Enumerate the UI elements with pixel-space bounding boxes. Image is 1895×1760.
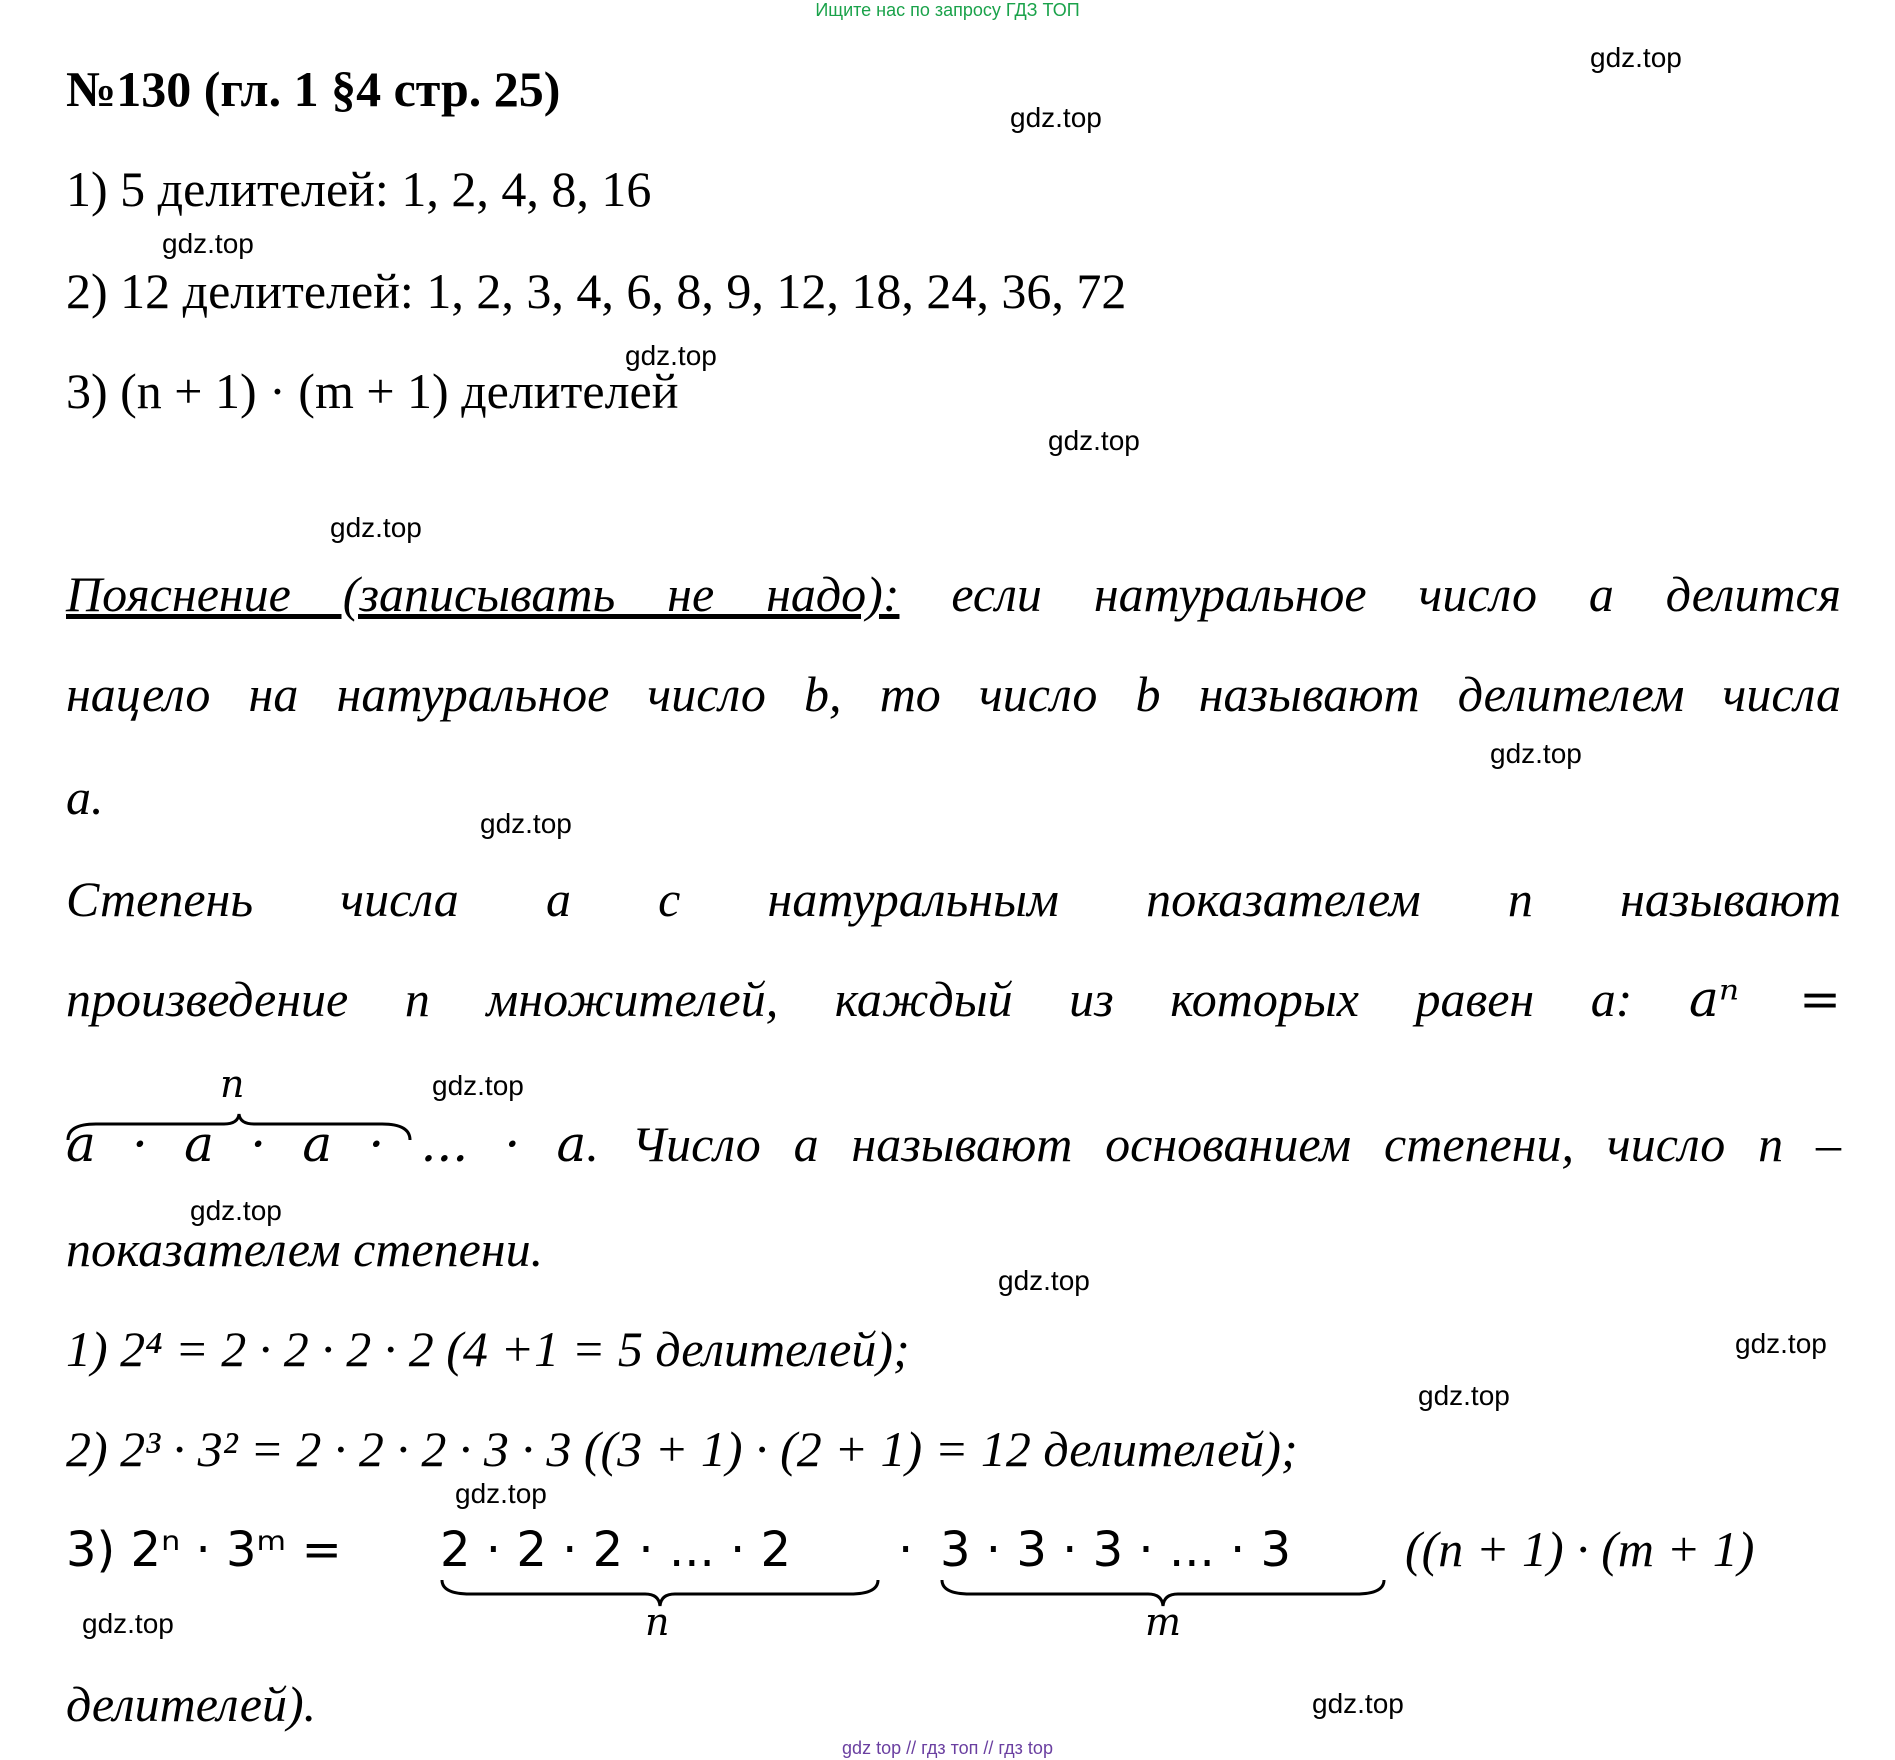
example-1: 1) 2⁴ = 2 · 2 · 2 · 2 (4 +1 = 5 делителей); <box>66 1321 910 1377</box>
watermark: gdz.top <box>480 808 572 839</box>
example-3-line-1 <box>66 1520 342 1578</box>
explanation-line-5 <box>66 970 1841 1028</box>
watermark: gdz.top <box>1490 738 1582 769</box>
explanation-label: Пояснение (записывать не надо): <box>66 566 900 622</box>
watermark: gdz.top <box>1312 1688 1404 1719</box>
watermark: gdz.top <box>330 512 422 543</box>
watermark: gdz.top <box>1418 1380 1510 1411</box>
example-2: 2) 2³ · 3² = 2 · 2 · 2 · 3 · 3 ((3 + 1) · (2 + 1) = 12 делителей); <box>66 1421 1298 1477</box>
watermark: gdz.top <box>82 1608 174 1639</box>
watermark: gdz.top <box>625 340 717 371</box>
explanation-p2-text: произведение n множителей, каждый из которых равен a: <box>66 971 1633 1027</box>
explanation-line-7: показателем степени. <box>66 1221 544 1277</box>
watermark: gdz.top <box>1048 425 1140 456</box>
answer-3: 3) (n + 1) · (m + 1) делителей <box>66 363 679 419</box>
answer-1: 1) 5 делителей: 1, 2, 4, 8, 16 <box>66 161 652 217</box>
underbrace-label-n: n <box>645 1600 670 1644</box>
explanation-line-3: a. <box>66 769 104 825</box>
bottom-banner: gdz top // гдз топ // гдз top <box>842 1738 1053 1758</box>
power-formula: aⁿ = <box>1689 970 1841 1028</box>
watermark: gdz.top <box>432 1070 524 1101</box>
watermark: gdz.top <box>162 228 254 259</box>
example-3-group-2s: 2 · 2 · 2 · ... · 2 <box>440 1522 792 1578</box>
page-title: №130 (гл. 1 §4 стр. 25) <box>66 61 561 117</box>
underbrace-label-m: m <box>1145 1600 1182 1644</box>
explanation-p2-rest: . Число a называют основанием степени, число n – <box>586 1116 1841 1172</box>
example-3-lhs: 3) 2ⁿ · 3ᵐ = <box>66 1522 342 1578</box>
explanation-p1-rest: если натуральное число a делится <box>951 566 1841 622</box>
product-formula: a · a · a · ... · a <box>66 1115 587 1173</box>
example-3-dot: · <box>898 1522 914 1578</box>
explanation-line-1 <box>66 565 1841 623</box>
watermark: gdz.top <box>1010 102 1102 133</box>
watermark: gdz.top <box>998 1265 1090 1296</box>
example-3-line-2: делителей). <box>66 1676 317 1732</box>
example-3-rest: ((n + 1) · (m + 1) <box>1405 1521 1755 1577</box>
answer-2: 2) 12 делителей: 1, 2, 3, 4, 6, 8, 9, 12, 18, 24, 36, 72 <box>66 263 1127 319</box>
example-3-group-3s: 3 · 3 · 3 · ... · 3 <box>940 1522 1292 1578</box>
watermark: gdz.top <box>1590 42 1682 73</box>
explanation-line-6 <box>66 1115 1841 1173</box>
watermark: gdz.top <box>1735 1328 1827 1359</box>
top-banner: Ищите нас по запросу ГДЗ ТОП <box>815 0 1080 20</box>
watermark: gdz.top <box>455 1478 547 1509</box>
explanation-line-4: Степень числа a с натуральным показателем n называют <box>66 871 1841 927</box>
watermark: gdz.top <box>190 1195 282 1226</box>
explanation-line-2: нацело на натуральное число b, то число b называют делителем числа <box>66 666 1841 722</box>
overbrace-label-n: n <box>220 1062 245 1106</box>
